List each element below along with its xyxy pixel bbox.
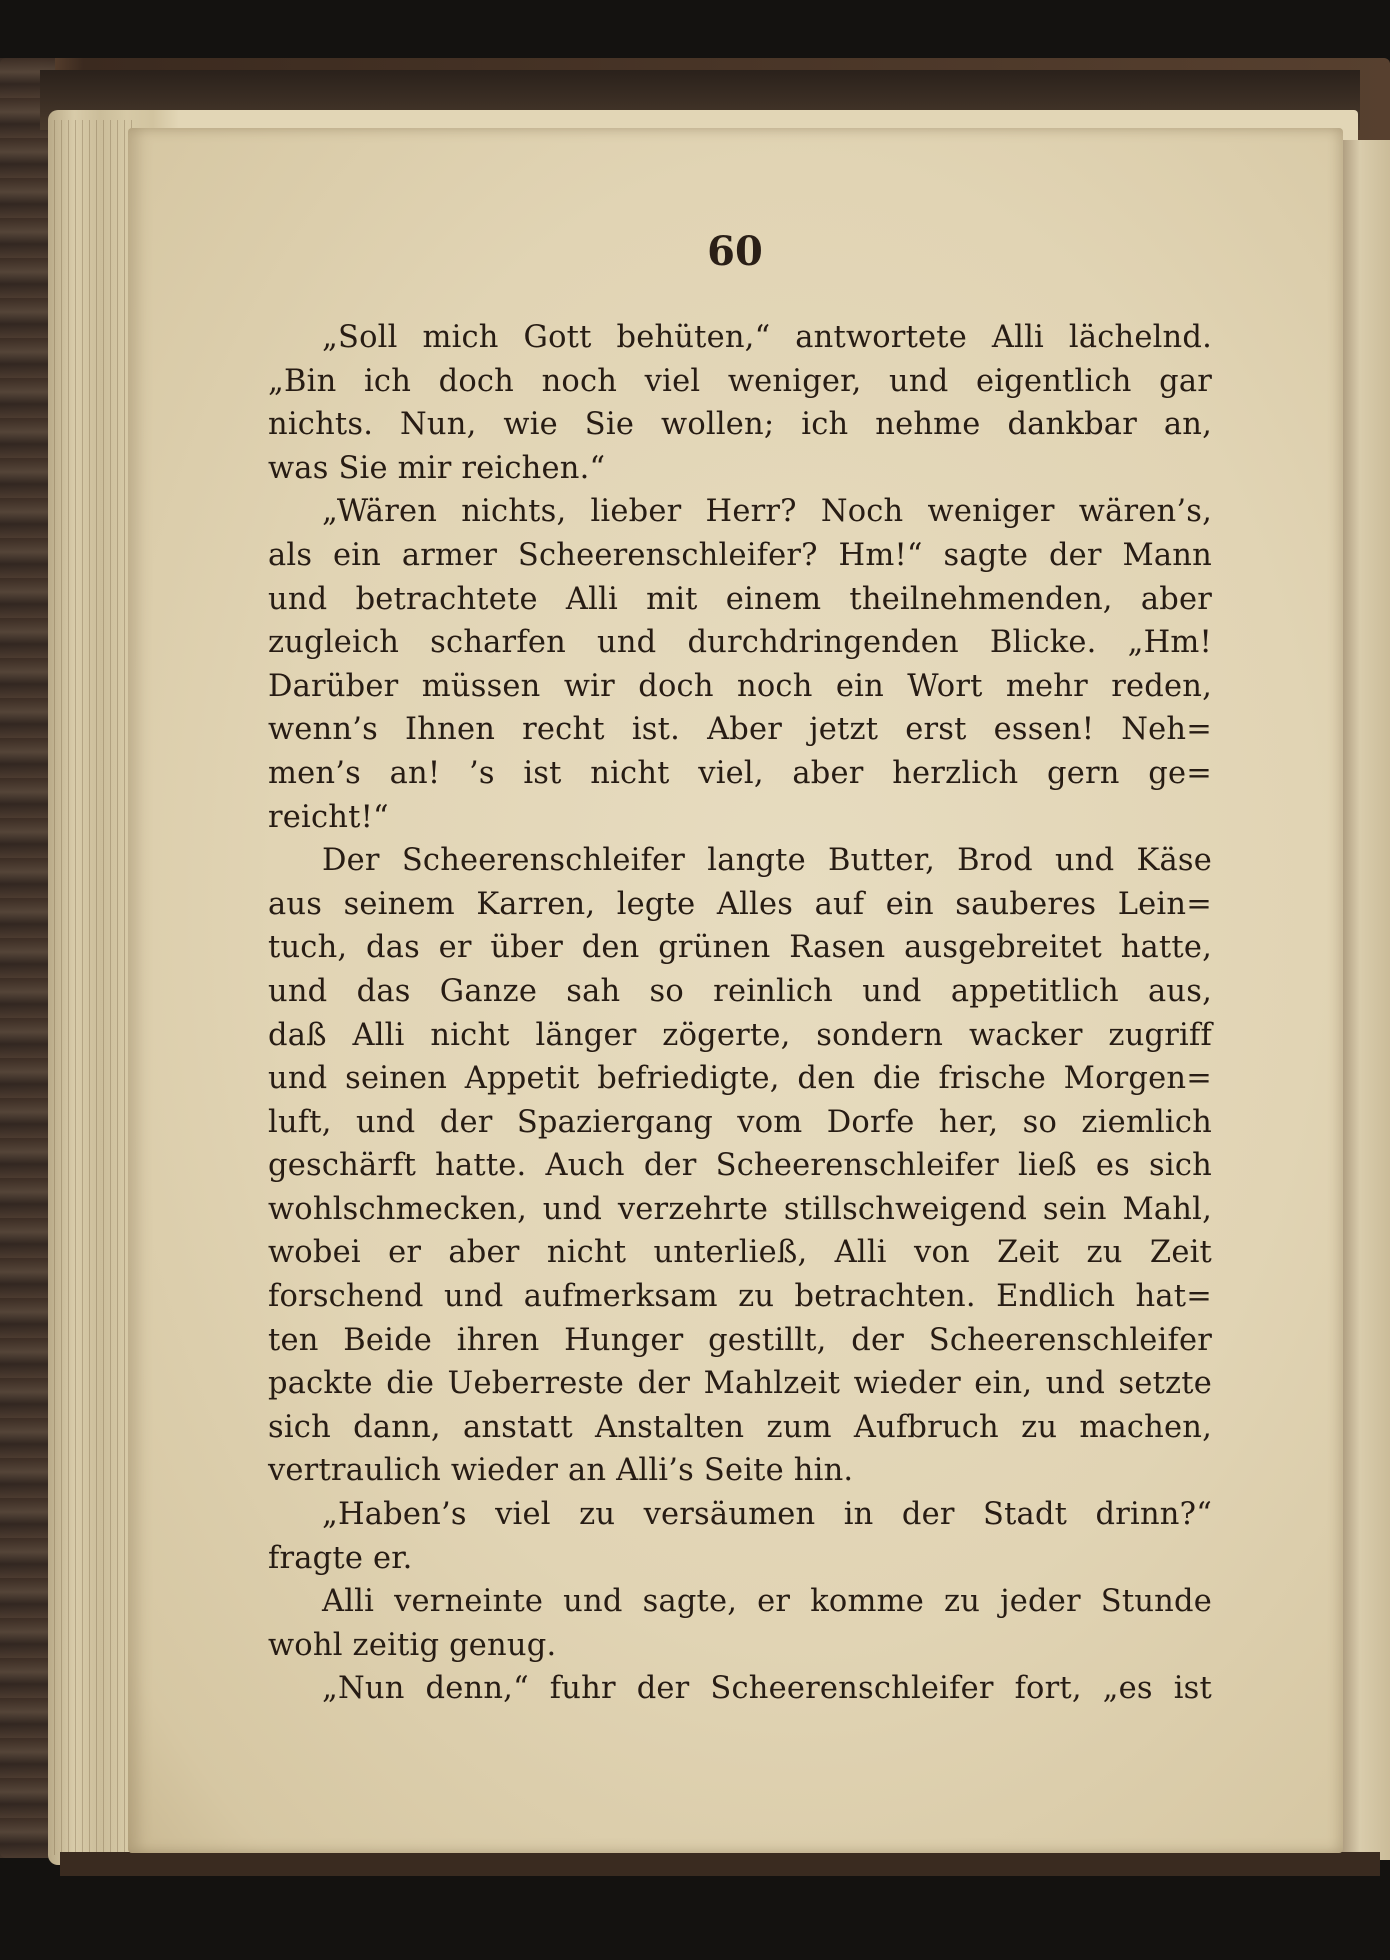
text-line: „Nun denn,“ fuhr der Scheerenschleifer fort, „es ist [322, 1671, 1212, 1707]
text-line: daß Alli nicht länger zögerte, sondern wacker zugriff [268, 1017, 1212, 1053]
text-line: als ein armer Scheerenschleifer? Hm!“ sagte der Mann [268, 537, 1212, 573]
text-line: Darüber müssen wir doch noch ein Wort mehr reden, [268, 668, 1212, 704]
text-line: ten Beide ihren Hunger gestillt, der Scheerenschleifer [268, 1322, 1212, 1358]
text-line: und seinen Appetit befriedigte, den die frische Morgen= [268, 1061, 1212, 1097]
text-line: geschärft hatte. Auch der Scheerenschleifer ließ es sich [268, 1148, 1212, 1184]
text-line: fragte er. [268, 1540, 413, 1576]
text-line: wenn’s Ihnen recht ist. Aber jetzt erst essen! Neh= [268, 712, 1212, 748]
text-line: men’s an! ’s ist nicht viel, aber herzlich gern ge= [268, 755, 1212, 791]
text-line: Der Scheerenschleifer langte Butter, Brod und Käse [322, 843, 1212, 879]
text-line: und betrachtete Alli mit einem theilnehmenden, aber [268, 581, 1212, 617]
text-line: wohlschmecken, und verzehrte stillschweigend sein Mahl, [268, 1191, 1212, 1227]
facing-page-edge [1340, 140, 1390, 1860]
text-line: wohl zeitig genug. [268, 1627, 557, 1663]
text-line: reicht!“ [268, 799, 389, 835]
page-number: 60 [707, 228, 763, 275]
text-line: Alli verneinte und sagte, er komme zu jeder Stunde [322, 1584, 1212, 1620]
text-line: tuch, das er über den grünen Rasen ausgebreitet hatte, [268, 930, 1212, 966]
text-line: sich dann, anstatt Anstalten zum Aufbruch zu machen, [268, 1409, 1212, 1445]
text-line: forschend und aufmerksam zu betrachten. Endlich hat= [268, 1279, 1212, 1315]
book-spine-edge [0, 58, 55, 1858]
text-line: luft, und der Spaziergang vom Dorfe her, so ziemlich [268, 1104, 1212, 1140]
text-line: „Wären nichts, lieber Herr? Noch weniger wären’s, [322, 494, 1212, 530]
text-line: wobei er aber nicht unterließ, Alli von Zeit zu Zeit [268, 1235, 1212, 1271]
cover-bottom-edge [60, 1852, 1380, 1876]
text-line: „Bin ich doch noch viel weniger, und eigentlich gar [268, 363, 1212, 399]
text-line: nichts. Nun, wie Sie wollen; ich nehme dankbar an, [268, 407, 1212, 443]
text-line: „Haben’s viel zu versäumen in der Stadt drinn?“ [322, 1497, 1212, 1533]
text-line: aus seinem Karren, legte Alles auf ein sauberes Lein= [268, 886, 1212, 922]
page-body-text [268, 316, 1212, 1711]
text-line: zugleich scharfen und durchdringenden Blicke. „Hm! [268, 625, 1212, 661]
text-line: und das Ganze sah so reinlich und appetitlich aus, [268, 973, 1212, 1009]
text-line: was Sie mir reichen.“ [268, 450, 606, 486]
text-line: packte die Ueberreste der Mahlzeit wieder ein, und setzte [268, 1366, 1212, 1402]
text-line: „Soll mich Gott behüten,“ antwortete Alli lächelnd. [322, 320, 1212, 355]
text-line: vertraulich wieder an Alli’s Seite hin. [268, 1453, 854, 1489]
